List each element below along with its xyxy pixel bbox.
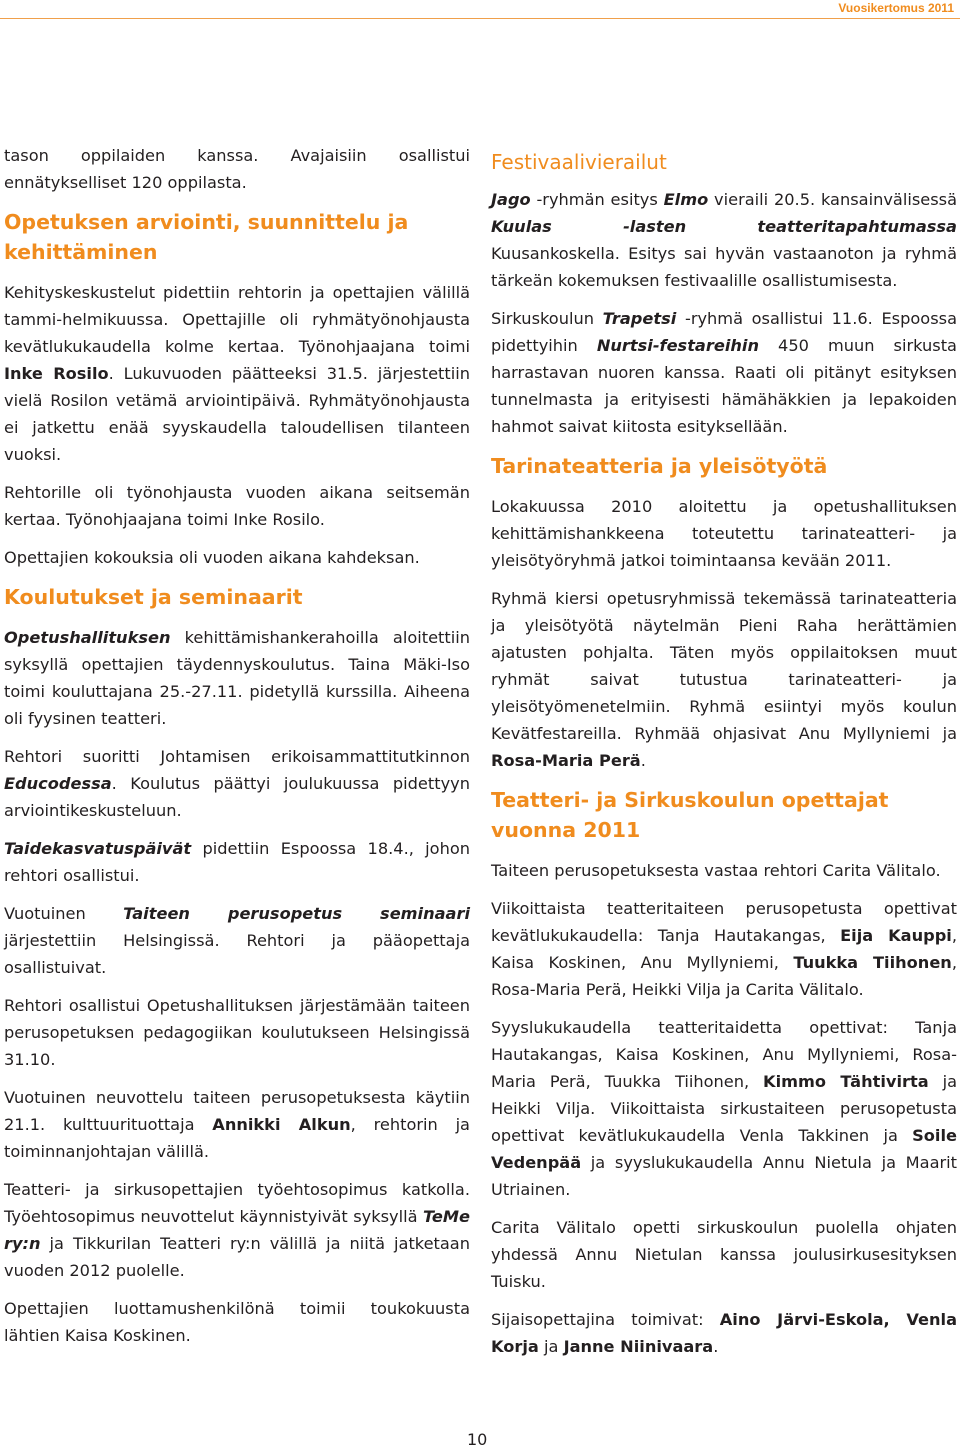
text: Lokakuussa 2010 aloitettu ja opetushallituksen kehittämishankkeena toteutettu tarinateatteri- ja yleisötyöryhmä jatkoi toimintaansa kevään 2011. — [491, 497, 957, 570]
text: Rehtori suoritti Johtamisen erikoisammattitutkinnon — [4, 747, 470, 766]
text: järjestettiin Helsingissä. Rehtori ja pääopettaja osallistuivat. — [4, 931, 470, 977]
header-rule — [0, 0, 960, 19]
text: vieraili 20.5. kansainvälisessä — [708, 190, 957, 209]
text: Vuotuinen — [4, 904, 124, 923]
text: Rehtorille oli työnohjausta vuoden aikana seitsemän kertaa. Työnohjaajana toimi Inke Rosilo. — [4, 483, 470, 529]
right-column — [491, 148, 957, 1371]
paragraph-taidekasvatus — [4, 835, 470, 889]
text: tason oppilaiden kanssa. Avajaisiin osallistui ennätykselliset 120 oppilasta. — [4, 146, 470, 192]
text: . — [640, 751, 646, 770]
text: Teatteri- ja sirkusopettajien työehtosopimus katkolla. Työehtosopimus neuvottelut käynnistyivät syksyllä — [4, 1180, 470, 1226]
event-seminaari: Taiteen perusopetus seminaari — [123, 904, 470, 923]
text: Taiteen perusopetuksesta vastaa rehtori Carita Välitalo. — [491, 861, 941, 880]
text: -ryhmän esitys — [530, 190, 664, 209]
names-sijaiset: Aino Järvi-Eskola, Venla Korja — [491, 1310, 957, 1356]
paragraph-avajaiset — [4, 142, 470, 196]
paragraph-neuvottelu — [4, 1084, 470, 1165]
name-annikki-alku: Annikki Alkun — [212, 1115, 351, 1134]
page-number: 10 — [467, 1430, 488, 1449]
text: . Lukuvuoden päätteeksi 31.5. järjestettiin vielä Rosilon vetämä arviointipäivä. Ryhmätyönohjausta ei jatkettu enää syyskaudella taloudellisen tilanteen vuoksi. — [4, 364, 470, 464]
text: , rehtorin ja toiminnanjohtajan välillä. — [4, 1115, 470, 1161]
text: Viikoittaista teatteritaiteen perusopetusta opettivat kevätlukukaudella: Tanja Hautakangas, — [491, 899, 957, 945]
text: 450 muun sirkusta harrastavan nuoren kanssa. Raati oli pitänyt esityksen tunnelmasta ja erityisesti hämähäkkien ja lepakoiden hahmot saivat kiitosta esityksellään. — [491, 336, 957, 436]
name-eija-kauppi: Eija Kauppi — [840, 926, 952, 945]
name-tuukka-tiihonen: Tuukka Tiihonen — [793, 953, 952, 972]
org-opetushallitus: Opetushallituksen — [4, 628, 171, 647]
paragraph-syyslukukausi — [491, 1014, 957, 1203]
paragraph-kokoukset — [4, 544, 470, 571]
text: Kuusankoskella. Esitys sai hyvän vastaanoton ja ryhmä tärkeän kokemuksen festivaalille osallistumisesta. — [491, 244, 957, 290]
org-teme: TeMe ry:n — [4, 1207, 470, 1253]
text: Opettajien luottamushenkilönä toimii toukokuusta lähtien Kaisa Koskinen. — [4, 1299, 470, 1345]
paragraph-rehtori-valitalo — [491, 857, 957, 884]
text: Sijaisopettajina toimivat: — [491, 1310, 720, 1329]
paragraph-trapetsi — [491, 305, 957, 440]
text: Syyslukukaudella teatteritaidetta opettivat: Tanja Hautakangas, Kaisa Koskinen, Anu Myllyniemi, Rosa-Maria Perä, Tuukka Tiihonen, — [491, 1018, 957, 1091]
header-title: Vuosikertomus 2011 — [838, 1, 954, 15]
text: Ryhmä kiersi opetusryhmissä tekemässä tarinateatteria ja yleisötyötä näytelmän Pieni Raha herättämien ajatusten pohjalta. Täten myös oppilaitoksen muut ryhmät saivat tutustua tarinateatteri- ja yleisötyömenetelmiin. Ryhmä esiintyi myös koulun Kevätfestareilla. Ryhmää ohjasivat Anu Myllyniemi ja — [491, 589, 957, 743]
left-column — [4, 142, 470, 1360]
paragraph-lokakuussa — [491, 493, 957, 574]
text: , Kaisa Koskinen, Anu Myllyniemi, — [491, 926, 957, 972]
paragraph-taydennyskoulutus — [4, 624, 470, 732]
event-nurtsi: Nurtsi-festareihin — [596, 336, 759, 355]
text: pidettiin Espoossa 18.4., johon rehtori osallistui. — [4, 839, 470, 885]
show-elmo: Elmo — [663, 190, 709, 209]
org-educode: Educodessa — [4, 774, 112, 793]
text: . — [713, 1337, 719, 1356]
paragraph-kehityskeskustelut — [4, 279, 470, 468]
name-inke-rosilo: Inke Rosilo — [4, 364, 109, 383]
paragraph-sijaisopettajat — [491, 1306, 957, 1360]
paragraph-rehtori-tyonohjaus — [4, 479, 470, 533]
paragraph-pedagogiikka — [4, 992, 470, 1073]
paragraph-kevatlukukausi — [491, 895, 957, 1003]
name-rosa-maria-pera: Rosa-Maria Perä — [491, 751, 641, 770]
event-kuulas: Kuulas -lasten teatteritapahtumassa — [491, 217, 957, 236]
name-kimmo-tahtivirta: Kimmo Tähtivirta — [763, 1072, 929, 1091]
paragraph-tyoehtosopimus — [4, 1176, 470, 1284]
paragraph-luottamushenkilo — [4, 1295, 470, 1349]
text: Opettajien kokouksia oli vuoden aikana kahdeksan. — [4, 548, 420, 567]
group-trapetsi: Trapetsi — [602, 309, 677, 328]
text: , Rosa-Maria Perä, Heikki Vilja ja Carita Välitalo. — [491, 953, 957, 999]
heading-tarinateatteri: Tarinateatteria ja yleisötyötä — [491, 454, 828, 478]
paragraph-jago — [491, 186, 957, 294]
text: . Koulutus päättyi joulukuussa pidettyyn arviointikeskusteluun. — [4, 774, 470, 820]
text: Kehityskeskustelut pidettiin rehtorin ja opettajien välillä tammi-helmikuussa. Opettajille oli ryhmätyönohjausta kevätlukukaudella kolme kertaa. Työnohjaajana toimi — [4, 283, 470, 356]
text: ja Heikki Vilja. Viikoittaista sirkustaiteen perusopetusta opettivat kevätlukukaudella Venla Takkinen ja — [491, 1072, 957, 1145]
text: Vuotuinen neuvottelu taiteen perusopetuksesta käytiin 21.1. kulttuurituottaja — [4, 1088, 470, 1134]
text: ja syyslukukaudella Annu Nietula ja Maarit Utriainen. — [491, 1153, 957, 1199]
name-janne-niinivaara: Janne Niinivaara — [563, 1337, 714, 1356]
text: ja Tikkurilan Teatteri ry:n välillä ja niitä jatketaan vuoden 2012 puolelle. — [4, 1234, 470, 1280]
event-taidekasvatuspaivat: Taidekasvatuspäivät — [4, 839, 192, 858]
paragraph-joulusirkus — [491, 1214, 957, 1295]
text: Carita Välitalo opetti sirkuskoulun puolella ohjaten yhdessä Annu Nietulan kanssa joulusirkusesityksen Tuisku. — [491, 1218, 957, 1291]
heading-opettajat: Teatteri- ja Sirkuskoulun opettajat vuonna 2011 — [491, 788, 889, 842]
text: ja — [538, 1337, 564, 1356]
paragraph-ryhma-kiersi — [491, 585, 957, 774]
heading-arviointi: Opetuksen arviointi, suunnittelu ja kehittäminen — [4, 210, 409, 264]
paragraph-johtaminen — [4, 743, 470, 824]
name-soile-vedenpaa: Soile Vedenpää — [491, 1126, 957, 1172]
text: kehittämishankerahoilla aloitettiin syksyllä opettajien täydennyskoulutus. Taina Mäki-Iso toimi kouluttajana 25.-27.11. pidetyllä kurssilla. Aiheena oli fyysinen teatteri. — [4, 628, 470, 728]
text: Rehtori osallistui Opetushallituksen järjestämään taiteen perusopetuksen pedagogiikan koulutukseen Helsingissä 31.10. — [4, 996, 470, 1069]
heading-koulutukset: Koulutukset ja seminaarit — [4, 585, 303, 609]
group-jago: Jago — [491, 190, 531, 209]
text: -ryhmä osallistui 11.6. Espoossa pidettyihin — [491, 309, 957, 355]
heading-festivaalivierailut: Festivaalivierailut — [491, 150, 667, 174]
paragraph-seminaari — [4, 900, 470, 981]
text: Sirkuskoulun — [491, 309, 603, 328]
